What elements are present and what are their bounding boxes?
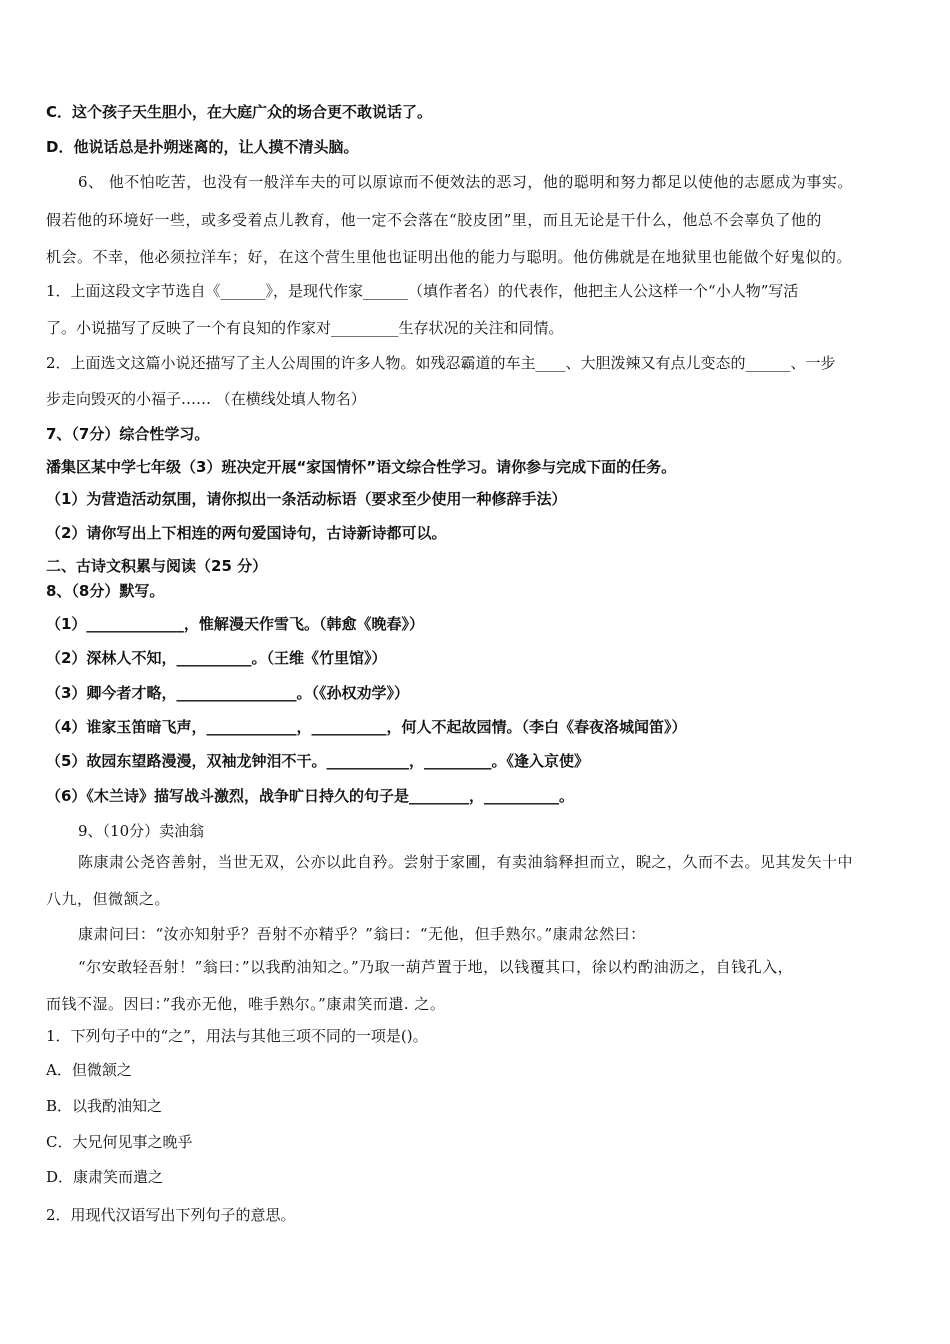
question-7-intro: 潘集区某中学七年级（3）班决定开展“家国情怀”语文综合性学习。请你参与完成下面的任务。	[46, 458, 677, 476]
passage-9-line-2: 八九，但微颔之。	[46, 890, 171, 908]
question-8-item-1: （1）_____________，惟解漫天作雪飞。（韩愈《晚春》）	[46, 615, 424, 633]
question-6-passage-line-1: 6、 他不怕吃苦，也没有一般洋车夫的可以原谅而不便效法的恶习，他的聪明和努力都足以使他的志愿成为事实。	[78, 173, 853, 191]
question-8-heading: 8、（8分）默写。	[46, 582, 165, 600]
question-9-sub-1: 1．下列句子中的“之”，用法与其他三项不同的一项是()。	[46, 1027, 428, 1045]
question-8-item-5: （5）故园东望路漫漫，双袖龙钟泪不干。___________，_________。《逢入京使》	[46, 752, 589, 770]
question-8-item-3: （3）卿今者才略，________________。（《孙权劝学》）	[46, 684, 409, 702]
section-2-heading: 二、古诗文积累与阅读（25 分）	[46, 557, 268, 575]
question-9-option-a: A．但微颔之	[46, 1061, 132, 1079]
question-7-heading: 7、（7分）综合性学习。	[46, 425, 210, 443]
question-6-sub-1-line-1: 1．上面这段文字节选自《______》，是现代作家______（填作者名）的代表作，他把主人公这样一个“小人物”写活	[46, 282, 799, 300]
question-6-sub-1-line-2: 了。小说描写了反映了一个有良知的作家对_________生存状况的关注和同情。	[46, 319, 564, 337]
question-9-option-b: B．以我酌油知之	[46, 1097, 163, 1115]
question-9-sub-2: 2．用现代汉语写出下列句子的意思。	[46, 1206, 296, 1224]
question-6-passage-line-2: 假若他的环境好一些，或多受着点儿教育，他一定不会落在“胶皮团”里，而且无论是干什么，他总不会辜负了他的	[46, 211, 822, 229]
question-9-heading: 9、（10分）卖油翁	[78, 822, 205, 840]
question-6-passage-line-3: 机会。不幸，他必须拉洋车；好，在这个营生里他也证明出他的能力与聪明。他仿佛就是在地狱里也能做个好鬼似的。	[46, 248, 853, 266]
question-9-option-c: C．大兄何见事之晚乎	[46, 1133, 193, 1151]
option-c-line: C．这个孩子天生胆小，在大庭广众的场合更不敢说话了。	[46, 103, 433, 121]
question-8-item-4: （4）谁家玉笛暗飞声，____________，__________，何人不起故园情。（李白《春夜洛城闻笛》）	[46, 718, 687, 736]
question-7-task-2: （2）请你写出上下相连的两句爱国诗句，古诗新诗都可以。	[46, 524, 447, 542]
passage-9-line-3: 康肃问曰：“汝亦知射乎？吾射不亦精乎？”翁曰：“无他，但手熟尔。”康肃忿然曰：	[78, 925, 646, 943]
question-9-option-d: D．康肃笑而遣之	[46, 1168, 164, 1186]
question-8-item-6: （6）《木兰诗》描写战斗激烈，战争旷日持久的句子是________，__________。	[46, 787, 574, 805]
question-6-sub-2-line-2: 步走向毁灭的小福子…… （在横线处填人物名）	[46, 390, 366, 408]
passage-9-line-1: 陈康肃公尧咨善射，当世无双，公亦以此自矜。尝射于家圃，有卖油翁释担而立，睨之，久而不去。见其发矢十中	[78, 853, 854, 871]
passage-9-line-5: 而钱不湿。因曰：”我亦无他，唯手熟尔。”康肃笑而遣. 之。	[46, 995, 446, 1013]
question-6-sub-2-line-1: 2．上面选文这篇小说还描写了主人公周围的许多人物。如残忍霸道的车主____、大胆泼辣又有点儿变态的______、一步	[46, 354, 836, 372]
question-7-task-1: （1）为营造活动氛围，请你拟出一条活动标语（要求至少使用一种修辞手法）	[46, 490, 567, 508]
question-8-item-2: （2）深林人不知，__________。（王维《竹里馆》）	[46, 649, 387, 667]
option-d-line: D．他说话总是扑朔迷离的，让人摸不清头脑。	[46, 138, 359, 156]
passage-9-line-4: “尔安敢轻吾射！”翁曰：”以我酌油知之。”乃取一葫芦置于地，以钱覆其口，徐以杓酌油沥之，自钱孔入，	[78, 958, 794, 976]
